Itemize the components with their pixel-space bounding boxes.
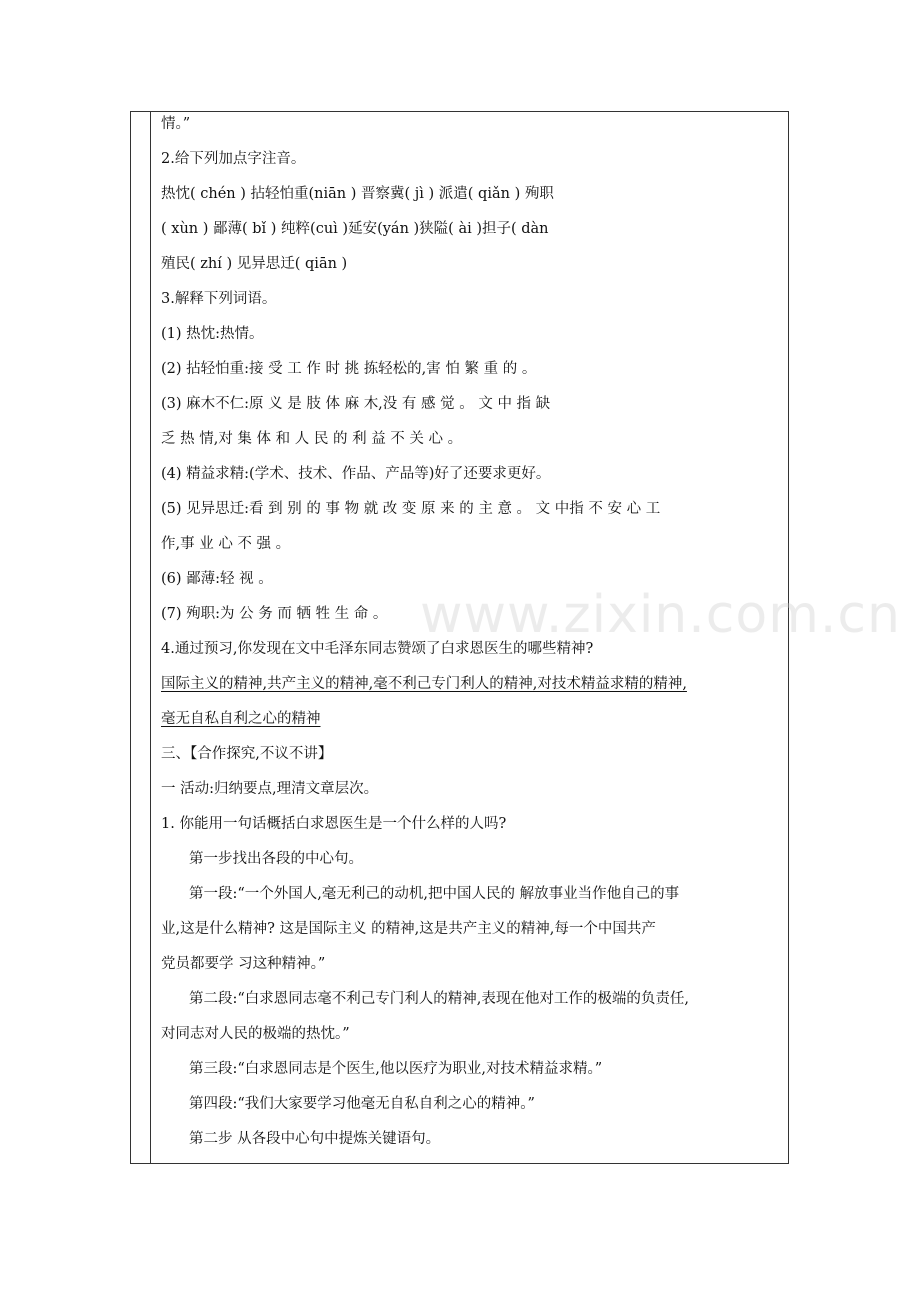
- table-inner-border: [150, 111, 151, 1164]
- text-line: 第二步 从各段中心句中提炼关键语句。: [189, 1131, 441, 1147]
- text-line: 殖民( zhí ) 见异思迁( qiān ): [161, 256, 348, 272]
- question-heading: 2.给下列加点字注音。: [161, 151, 306, 167]
- text-line: 乏 热 情,对 集 体 和 人 民 的 利 益 不 关 心 。: [161, 431, 463, 447]
- question-heading: 3.解释下列词语。: [161, 291, 277, 307]
- text-line: (4) 精益求精:(学术、技术、作品、产品等)好了还要求更好。: [161, 466, 551, 482]
- text-line: 作,事 业 心 不 强 。: [161, 536, 291, 552]
- text-line: ( xùn ) 鄙薄( bǐ ) 纯粹(cuì )延安(yán )狭隘( ài )担子( dàn: [161, 221, 549, 237]
- question-heading: 4.通过预习,你发现在文中毛泽东同志赞颂了白求恩医生的哪些精神?: [161, 641, 594, 657]
- text-line: (2) 拈轻怕重:接 受 工 作 时 挑 拣轻松的,害 怕 繁 重 的 。: [161, 361, 537, 377]
- text-line: (7) 殉职:为 公 务 而 牺 牲 生 命 。: [161, 606, 388, 622]
- text-line: (3) 麻木不仁:原 义 是 肢 体 麻 木,没 有 感 觉 。 文 中 指 缺: [161, 396, 551, 412]
- text-line: 第一段:“一个外国人,毫无利己的动机,把中国人民的 解放事业当作他自己的事: [189, 886, 680, 902]
- text-line: 第三段:“白求恩同志是个医生,他以医疗为职业,对技术精益求精。”: [189, 1061, 603, 1077]
- text-line: 业,这是什么精神? 这是国际主义 的精神,这是共产主义的精神,每一个中国共产: [161, 921, 656, 937]
- section-heading: 三、【合作探究,不议不讲】: [161, 746, 333, 762]
- text-line: 党员都要学 习这种精神。”: [161, 956, 326, 972]
- answer-line: 国际主义的精神,共产主义的精神,毫不利己专门利人的精神,对技术精益求精的精神,: [161, 676, 687, 692]
- text-line: 一 活动:归纳要点,理清文章层次。: [161, 781, 379, 797]
- text-line: 第二段:“白求恩同志毫不利己专门利人的精神,表现在他对工作的极端的负责任,: [189, 991, 690, 1007]
- text-line: 热忱( chén ) 拈轻怕重(niān ) 晋察冀( jì ) 派遣( qiǎn ) 殉职: [161, 186, 554, 202]
- text-line: (5) 见异思迁:看 到 别 的 事 物 就 改 变 原 来 的 主 意 。 文 中指 不 安 心 工: [161, 501, 661, 517]
- question-heading: 1. 你能用一句话概括白求恩医生是一个什么样的人吗?: [161, 816, 507, 832]
- text-line: 第四段:“我们大家要学习他毫无自私自利之心的精神。”: [189, 1096, 535, 1112]
- text-line: 对同志对人民的极端的热忱。”: [161, 1026, 350, 1042]
- text-line: (1) 热忱:热情。: [161, 326, 264, 342]
- text-line: 情。”: [161, 116, 191, 132]
- watermark: www.zixin.com.cn: [420, 585, 901, 645]
- answer-line: 毫无自私自利之心的精神: [161, 711, 321, 727]
- text-line: (6) 鄙薄:轻 视 。: [161, 571, 273, 587]
- text-line: 第一步找出各段的中心句。: [189, 851, 363, 867]
